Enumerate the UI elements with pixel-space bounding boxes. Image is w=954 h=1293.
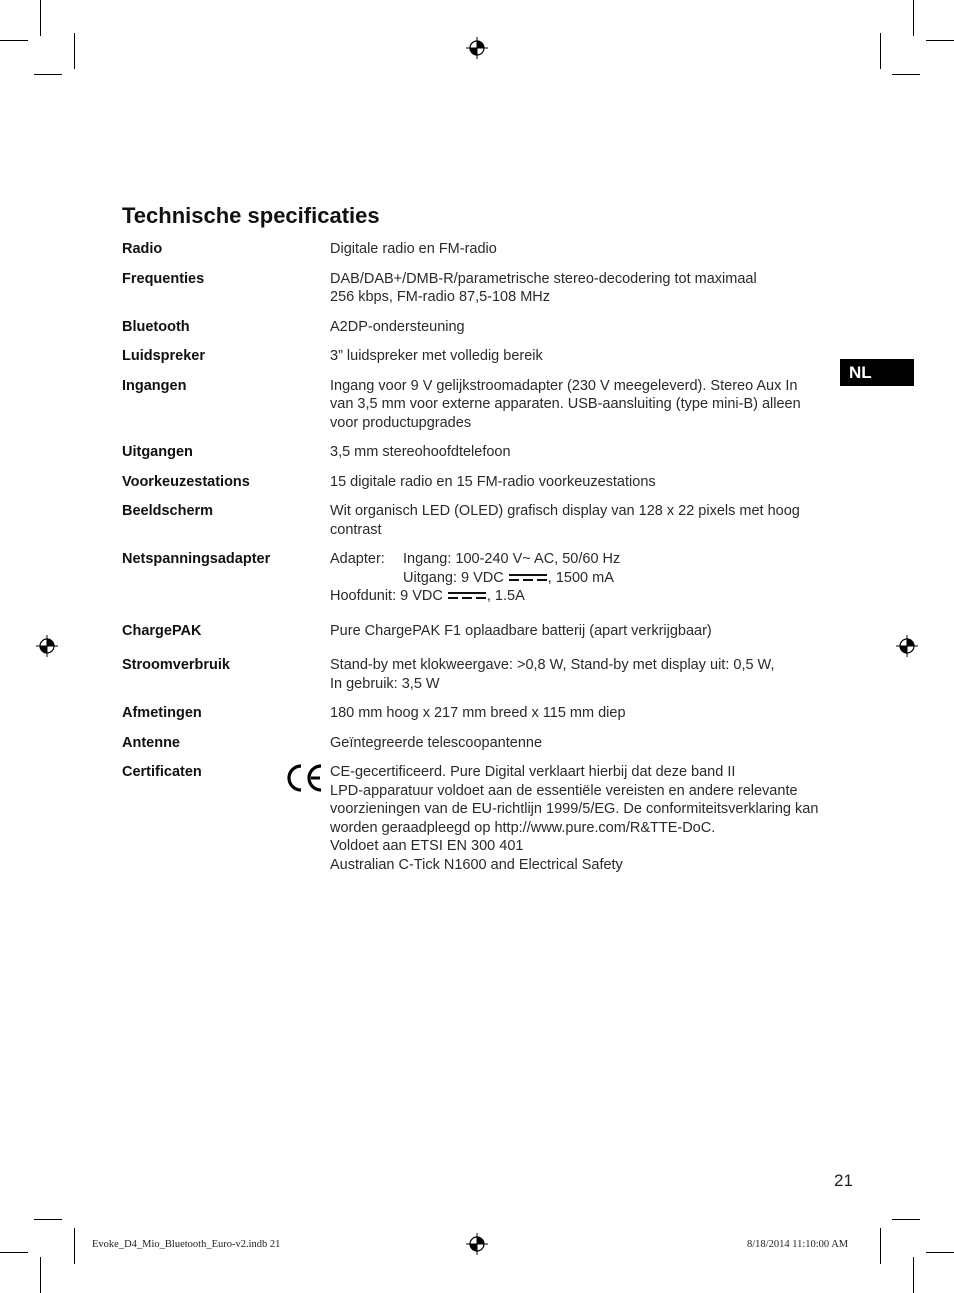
main-unit-current: , 1.5A bbox=[486, 588, 525, 604]
spec-label: Radio bbox=[122, 241, 163, 257]
spec-value-line: voorzieningen van de EU-richtlijn 1999/5/EG. De conformiteitsverklaring kan bbox=[330, 801, 819, 817]
spec-value-line: Voldoet aan ETSI EN 300 401 bbox=[330, 838, 524, 854]
spec-label: Voorkeuzestations bbox=[122, 473, 250, 490]
spec-table bbox=[122, 240, 842, 874]
spec-row-luidspreker bbox=[122, 347, 842, 366]
adapter-output-text: Uitgang: 9 VDC bbox=[403, 569, 504, 586]
spec-value-line: 3,5 mm stereohoofdtelefoon bbox=[330, 444, 511, 460]
spec-value bbox=[330, 502, 842, 539]
spec-label: Bluetooth bbox=[122, 318, 190, 335]
registration-mark-icon bbox=[466, 37, 488, 59]
spec-row-frequenties bbox=[122, 270, 842, 307]
spec-value-line: Australian C-Tick N1600 and Electrical Safety bbox=[330, 856, 623, 873]
spec-value-line: 256 kbps, FM-radio 87,5-108 MHz bbox=[330, 289, 551, 305]
spec-row-stroomverbruik bbox=[122, 656, 842, 693]
spec-value bbox=[330, 734, 842, 753]
spec-value-line: DAB/DAB+/DMB-R/parametrische stereo-decodering tot maximaal bbox=[330, 270, 757, 287]
page-number: 21 bbox=[834, 1171, 853, 1190]
spec-value bbox=[330, 270, 842, 307]
spec-label: Frequenties bbox=[122, 270, 205, 287]
spec-label: Stroomverbruik bbox=[122, 657, 230, 673]
spec-value bbox=[330, 377, 842, 433]
spec-value-line: Ingang voor 9 V gelijkstroomadapter (230 V meegeleverd). Stereo Aux In bbox=[330, 377, 798, 394]
spec-value bbox=[330, 318, 842, 337]
spec-value-line: A2DP-ondersteuning bbox=[330, 318, 465, 335]
ce-mark-icon bbox=[284, 762, 324, 794]
spec-value-line: CE-gecertificeerd. Pure Digital verklaart hierbij dat deze band II bbox=[330, 764, 736, 780]
spec-value bbox=[330, 240, 842, 259]
main-unit-text: Hoofdunit: 9 VDC bbox=[330, 588, 443, 604]
spec-row-ingangen bbox=[122, 377, 842, 433]
dc-symbol-icon bbox=[448, 591, 486, 601]
spec-value-line: 180 mm hoog x 217 mm breed x 115 mm diep bbox=[330, 705, 626, 721]
spec-row-uitgangen bbox=[122, 443, 842, 462]
adapter-label: Adapter: bbox=[330, 551, 385, 567]
spec-value bbox=[330, 347, 842, 366]
spec-value-line: LPD-apparatuur voldoet aan de essentiële vereisten en andere relevante bbox=[330, 782, 798, 799]
spec-value-line: voor productupgrades bbox=[330, 414, 472, 431]
main-unit-power bbox=[330, 587, 842, 606]
spec-value bbox=[330, 550, 842, 606]
spec-value-line: contrast bbox=[330, 521, 382, 538]
spec-row-chargepak bbox=[122, 622, 842, 641]
adapter-output bbox=[403, 569, 620, 588]
spec-label: Beeldscherm bbox=[122, 503, 214, 519]
spec-label: Certificaten bbox=[122, 764, 202, 780]
spec-value-line: 15 digitale radio en 15 FM-radio voorkeuzestations bbox=[330, 473, 656, 490]
spec-value-line: Stand-by met klokweergave: >0,8 W, Stand-by met display uit: 0,5 W, bbox=[330, 657, 775, 673]
spec-row-afmetingen bbox=[122, 704, 842, 723]
spec-value-line: 3” luidspreker met volledig bereik bbox=[330, 348, 543, 364]
spec-label: Luidspreker bbox=[122, 348, 205, 364]
dc-symbol-icon bbox=[509, 573, 547, 583]
spec-value bbox=[330, 473, 842, 492]
footer-timestamp: 8/18/2014 11:10:00 AM bbox=[747, 1239, 849, 1250]
spec-value-line: Pure ChargePAK F1 oplaadbare batterij (apart verkrijgbaar) bbox=[330, 622, 712, 639]
spec-row-voorkeuzestations bbox=[122, 473, 842, 492]
spec-value-line: Geïntegreerde telescoopantenne bbox=[330, 734, 543, 751]
adapter-input: Ingang: 100-240 V~ AC, 50/60 Hz bbox=[403, 551, 621, 567]
spec-value-line: In gebruik: 3,5 W bbox=[330, 675, 440, 692]
spec-value-line: Wit organisch LED (OLED) grafisch display van 128 x 22 pixels met hoog bbox=[330, 503, 800, 519]
adapter-output-current: , 1500 mA bbox=[547, 569, 614, 586]
spec-value-line: worden geraadpleegd op http://www.pure.com/R&TTE-DoC. bbox=[330, 819, 716, 836]
spec-row-netspanningsadapter bbox=[122, 550, 842, 606]
spec-value bbox=[330, 622, 842, 641]
adapter-block bbox=[330, 550, 842, 587]
spec-value bbox=[330, 763, 842, 874]
spec-value bbox=[330, 656, 842, 693]
spec-value-line: van 3,5 mm voor externe apparaten. USB-aansluiting (type mini-B) alleen bbox=[330, 396, 801, 412]
spec-value bbox=[330, 443, 842, 462]
registration-mark-icon bbox=[466, 1233, 488, 1255]
registration-mark-icon bbox=[896, 635, 918, 657]
spec-label: Ingangen bbox=[122, 377, 187, 394]
page-title: Technische specificaties bbox=[122, 203, 380, 228]
spec-row-antenne bbox=[122, 734, 842, 753]
spec-row-certificaten bbox=[122, 763, 842, 874]
language-tab: NL bbox=[840, 359, 914, 386]
spec-row-beeldscherm bbox=[122, 502, 842, 539]
registration-mark-icon bbox=[36, 635, 58, 657]
spec-label: Netspanningsadapter bbox=[122, 551, 271, 567]
spec-row-radio bbox=[122, 240, 842, 259]
spec-label: Antenne bbox=[122, 734, 180, 751]
spec-row-bluetooth bbox=[122, 318, 842, 337]
spec-label: Afmetingen bbox=[122, 705, 202, 721]
spec-value bbox=[330, 704, 842, 723]
footer-filename: Evoke_D4_Mio_Bluetooth_Euro-v2.indb 21 bbox=[92, 1239, 281, 1250]
spec-label: ChargePAK bbox=[122, 622, 202, 639]
spec-label: Uitgangen bbox=[122, 444, 193, 460]
spec-value-line: Digitale radio en FM-radio bbox=[330, 241, 497, 257]
